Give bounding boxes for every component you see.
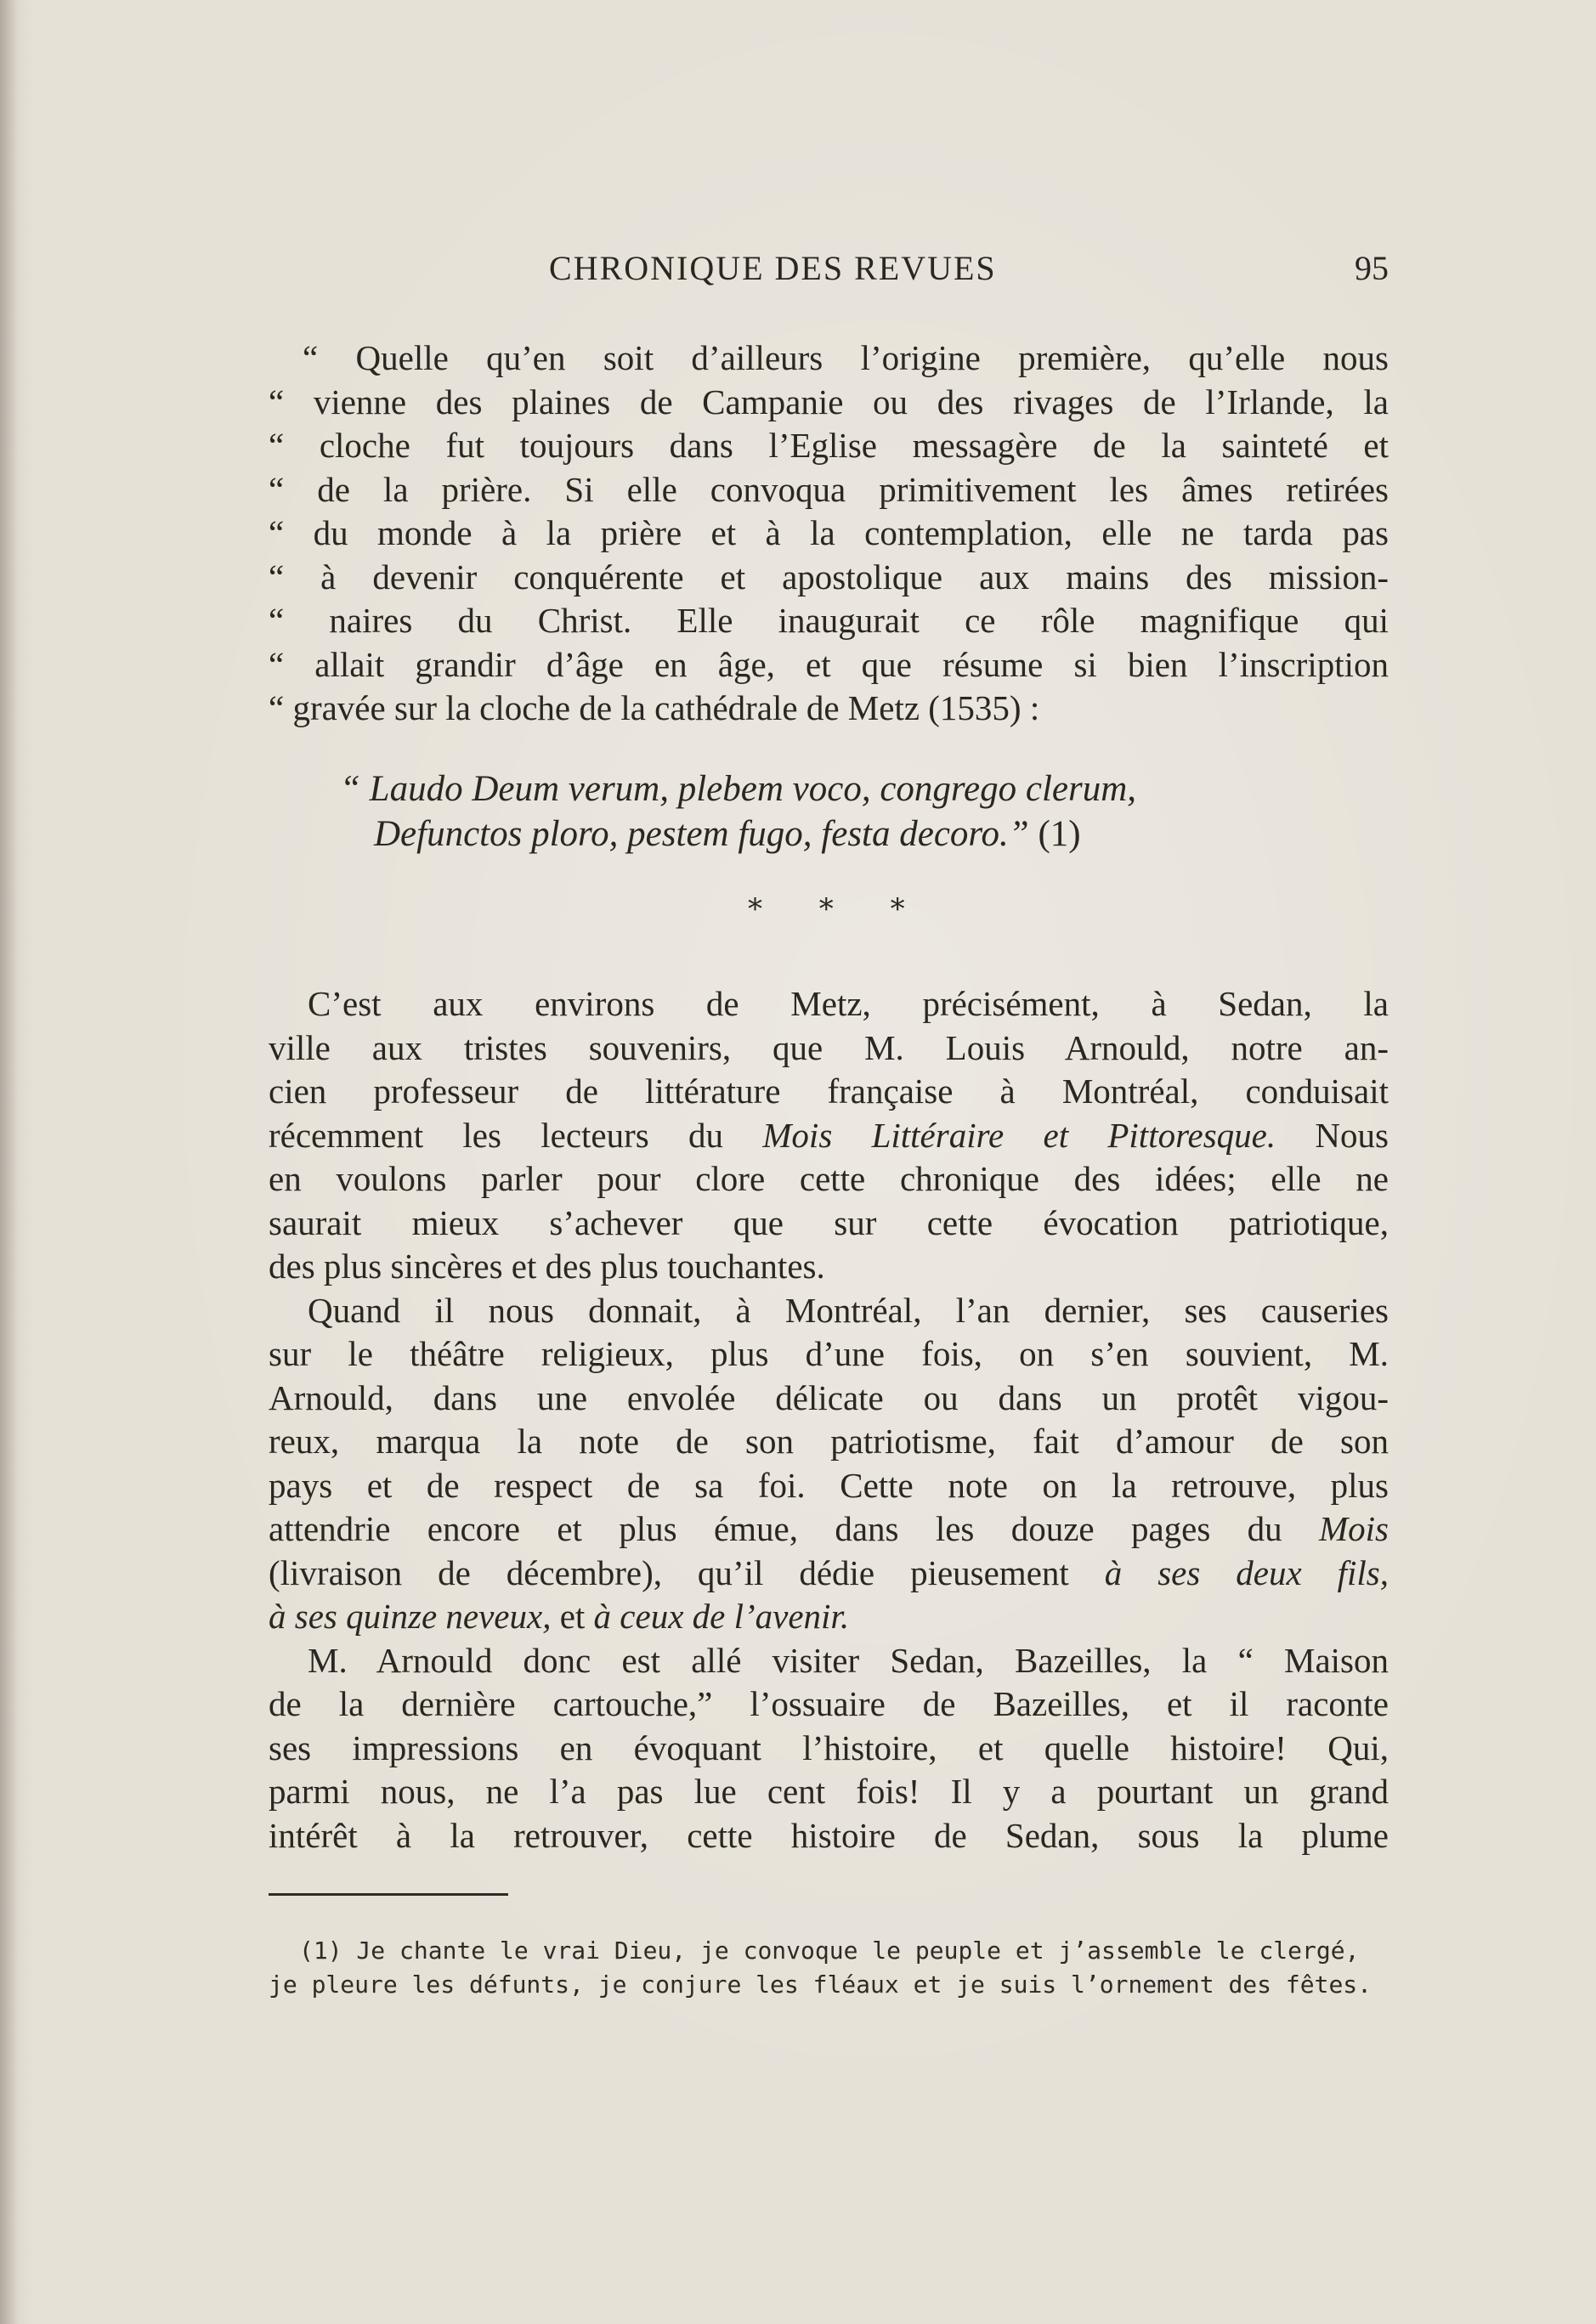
body-line: reux, marqua la note de son patriotisme, fait d’amour de son bbox=[269, 1422, 1389, 1461]
quote-line: “ allait grandir d’âge en âge, et que résume si bien l’inscription bbox=[269, 644, 1389, 684]
body-line bbox=[269, 1552, 1389, 1596]
body-line: M. Arnould donc est allé visiter Sedan, Bazeilles, la “ Maison bbox=[308, 1640, 1389, 1680]
quote-line: “ du monde à la prière et à la contemplation, elle ne tarda pas bbox=[269, 513, 1389, 552]
dedication-text: à ses deux fils, bbox=[1104, 1552, 1389, 1592]
page-header bbox=[269, 248, 1389, 299]
quote-line: “ de la prière. Si elle convoqua primitivement les âmes retirées bbox=[269, 469, 1389, 509]
body-line-text: Nous bbox=[1276, 1115, 1389, 1155]
body-line: de la dernière cartouche,” l’ossuaire de Bazeilles, et il raconte bbox=[269, 1684, 1389, 1723]
footnote-line: (1) Je chante le vrai Dieu, je convoque le peuple et j’assemble le clergé, bbox=[299, 1937, 1360, 1965]
running-head: CHRONIQUE DES REVUES bbox=[549, 249, 997, 287]
quote-line: “ gravée sur la cloche de la cathédrale de Metz (1535) : bbox=[269, 688, 1040, 727]
latin-inscription bbox=[340, 766, 1275, 857]
body-line-text: attendrie encore et plus émue, dans les douze pages du bbox=[269, 1509, 1319, 1548]
quote-line: “ cloche fut toujours dans l’Eglise messagère de la sainteté et bbox=[269, 426, 1389, 465]
body-line: Quand il nous donnait, à Montréal, l’an dernier, ses causeries bbox=[308, 1290, 1389, 1330]
inscription-line-2-text: Defunctos ploro, pestem fugo, festa decoro.” bbox=[374, 814, 1029, 854]
journal-title-short: Mois bbox=[1319, 1509, 1389, 1548]
quote-line: “ à devenir conquérente et apostolique aux mains des mission- bbox=[269, 557, 1389, 597]
dedication-text: à ses quinze neveux, bbox=[269, 1597, 552, 1636]
footnote-divider bbox=[269, 1893, 508, 1896]
footnote-line: je pleure les défunts, je conjure les fléaux et je suis l’ornement des fêtes. bbox=[269, 1971, 1372, 1999]
body-line: ses impressions en évoquant l’histoire, et quelle histoire! Qui, bbox=[269, 1727, 1389, 1767]
inscription-line-1: “ Laudo Deum verum, plebem voco, congrego clerum, bbox=[340, 769, 1137, 809]
body-line: ville aux tristes souvenirs, que M. Louis Arnould, notre an- bbox=[269, 1027, 1389, 1067]
body-line bbox=[269, 1595, 1389, 1639]
inscription-line-2 bbox=[340, 811, 1275, 857]
page-number: 95 bbox=[1355, 249, 1389, 287]
body-line bbox=[269, 1507, 1389, 1552]
body-line: cien professeur de littérature française à Montréal, conduisait bbox=[269, 1072, 1389, 1111]
quoted-passage bbox=[269, 336, 1389, 731]
body-line: sur le théâtre religieux, plus d’une fois, on s’en souvient, M. bbox=[269, 1334, 1389, 1373]
quote-line: “ naires du Christ. Elle inaugurait ce rôle magnifique qui bbox=[269, 601, 1389, 640]
body-line: intérêt à la retrouver, cette histoire de Sedan, sous la plume bbox=[269, 1815, 1389, 1855]
quote-line: “ Quelle qu’en soit d’ailleurs l’origine première, qu’elle nous bbox=[303, 338, 1389, 377]
body-line: C’est aux environs de Metz, précisément, à Sedan, la bbox=[308, 984, 1389, 1023]
body-line: parmi nous, ne l’a pas lue cent fois! Il y a pourtant un grand bbox=[269, 1772, 1389, 1811]
footnote bbox=[269, 1934, 1389, 2002]
binding-shadow bbox=[0, 0, 19, 2324]
body-line-text: et bbox=[551, 1597, 594, 1636]
body-line: Arnould, dans une envolée délicate ou dans un protêt vigou- bbox=[269, 1377, 1389, 1417]
section-asterism: * * * bbox=[748, 892, 929, 926]
body-line-text: (livraison de décembre), qu’il dédie pieusement bbox=[269, 1552, 1105, 1592]
body-line: des plus sincères et des plus touchantes. bbox=[269, 1247, 825, 1286]
body-line-text: récemment les lecteurs du bbox=[269, 1115, 763, 1155]
dedication-text: à ceux de l’avenir. bbox=[593, 1597, 850, 1636]
body-line: pays et de respect de sa foi. Cette note on la retrouve, plus bbox=[269, 1465, 1389, 1505]
body-line bbox=[269, 1114, 1389, 1158]
body-text bbox=[269, 982, 1389, 1858]
body-line: en voulons parler pour clore cette chronique des idées; elle ne bbox=[269, 1159, 1389, 1198]
quote-line: “ vienne des plaines de Campanie ou des rivages de l’Irlande, la bbox=[269, 382, 1389, 421]
journal-title: Mois Littéraire et Pittoresque. bbox=[762, 1115, 1276, 1155]
footnote-reference: (1) bbox=[1038, 814, 1081, 854]
body-line: saurait mieux s’achever que sur cette évocation patriotique, bbox=[269, 1202, 1389, 1242]
